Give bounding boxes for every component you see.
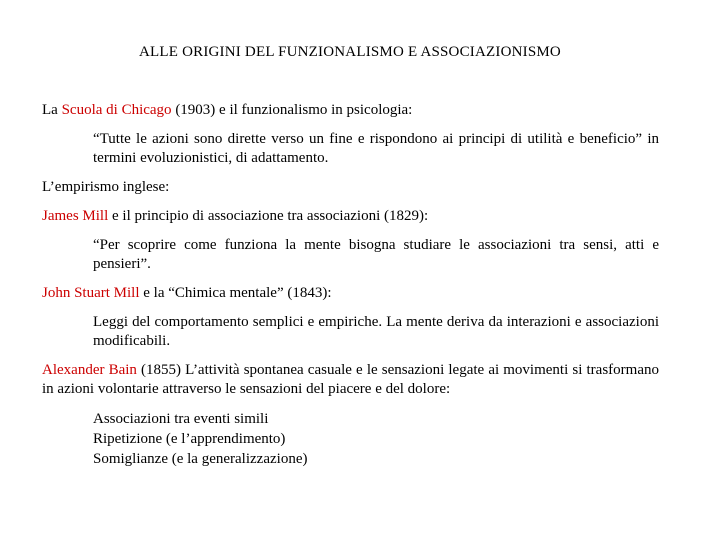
paragraph-text: (1903) e il funzionalismo in psicologia: xyxy=(171,102,413,118)
paragraph-alexander-bain xyxy=(42,361,659,399)
highlight-james-mill: James Mill xyxy=(42,208,109,224)
quote-james-mill: “Per scoprire come funziona la mente bisogna studiare le associazioni tra sensi, atti e pensieri”. xyxy=(93,237,659,272)
list-item: Somiglianze (e la generalizzazione) xyxy=(93,451,308,467)
paragraph-prefix: La xyxy=(42,102,62,118)
list-item: Associazioni tra eventi simili xyxy=(93,411,269,427)
paragraph-empirismo-inglese: L’empirismo inglese: xyxy=(42,179,170,195)
slide-title: ALLE ORIGINI DEL FUNZIONALISMO E ASSOCIAZIONISMO xyxy=(139,44,561,60)
paragraph-text: e la “Chimica mentale” (1843): xyxy=(139,285,332,301)
paragraph-scuola-di-chicago xyxy=(42,101,659,120)
highlight-scuola-di-chicago: Scuola di Chicago xyxy=(61,102,172,118)
highlight-alexander-bain: Alexander Bain xyxy=(42,362,137,378)
highlight-john-stuart-mill: John Stuart Mill xyxy=(42,285,140,301)
bain-associations-list xyxy=(93,409,659,469)
quote-funzionalismo: “Tutte le azioni sono dirette verso un fine e rispondono ai principi di utilità e beneficio” in termini evoluzionistici, di adattamento. xyxy=(93,131,659,166)
paragraph-john-stuart-mill xyxy=(42,284,659,303)
list-item: Ripetizione (e l’apprendimento) xyxy=(93,431,286,447)
paragraph-text: (1855) L’attività spontanea casuale e le sensazioni legate ai movimenti si trasformano in azioni volontarie attraverso le sensazioni del piacere e del dolore: xyxy=(42,362,659,397)
paragraph-text: e il principio di associazione tra associazioni (1829): xyxy=(108,208,429,224)
quote-john-stuart-mill: Leggi del comportamento semplici e empiriche. La mente deriva da interazioni e associazioni modificabili. xyxy=(93,314,659,349)
slide-content xyxy=(42,101,659,469)
paragraph-james-mill xyxy=(42,207,659,226)
